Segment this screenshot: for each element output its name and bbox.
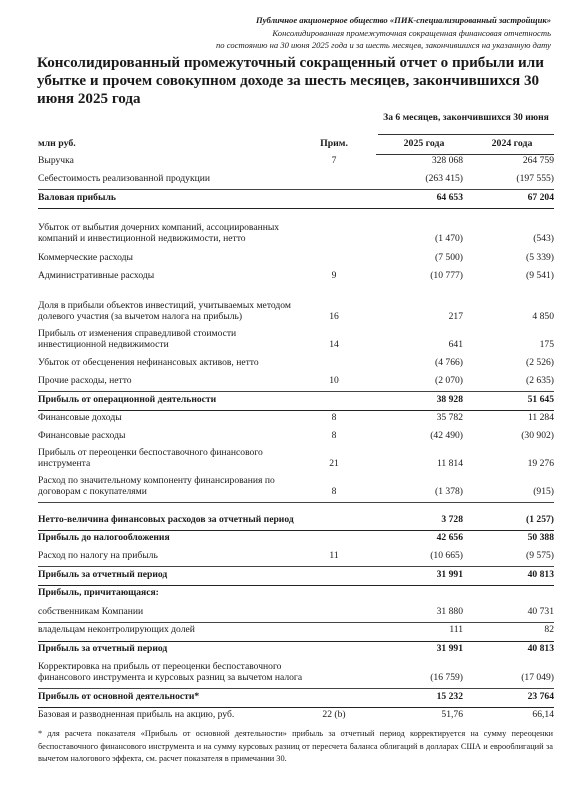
table-row [38,172,554,184]
value-2024: (197 555) [516,172,554,184]
row-divider [38,641,554,642]
table-row [38,154,554,166]
row-divider [38,707,554,708]
row-label: Расход по значительному компоненту финансирования по договорам с покупателями [38,474,275,497]
value-2025: 11 814 [436,457,463,469]
value-2024: 66,14 [532,708,554,720]
row-note: 22 (b) [322,708,346,720]
table-row [38,392,554,405]
table-row [38,445,554,469]
table-row [38,356,554,368]
value-2024: (543) [533,232,554,244]
value-2025: 38 928 [436,393,463,405]
value-2025: 641 [448,338,463,350]
statement-title: Консолидированный промежуточный сокращенный отчет о прибыли или убытке и прочем совокупном доходе за шесть месяцев, закончившихся 30 июня 2025 года [37,55,544,107]
row-label: Административные расходы [38,269,155,281]
row-divider [38,391,554,392]
row-label: Корректировка на прибыль от переоценки беспоставочного финансового инструмента и курсовых разниц за вычетом налога [38,660,303,683]
note-column-header: Прим. [320,138,348,149]
value-2024: 40 731 [527,605,554,617]
report-subtitle: Консолидированная промежуточная сокращенная финансовая отчетность [272,27,551,38]
footnote: * для расчета показателя «Прибыль от основной деятельности» прибыль за отчетный период корректируется на сумму переоценки беспоставочного финансового инструмента и на сумму курсовых разниц от пересчета баланса облигаций в долларах США и еврооблигаций за вычетом налогового эффекта, см. расчет показателя в примечании 30. [38,729,553,763]
row-label: Финансовые расходы [38,429,126,441]
row-label: Нетто-величина финансовых расходов за отчетный период [38,513,294,525]
value-2025: (16 759) [430,671,463,683]
value-2024: 82 [544,623,554,635]
value-2025: 35 782 [436,411,463,423]
row-label: Прибыль от изменения справедливой стоимости инвестиционной недвижимости [38,327,237,350]
row-note: 7 [331,154,337,166]
row-label: Прибыль до налогообложения [38,531,170,543]
value-2024: 11 284 [527,411,554,423]
value-2025: 217 [448,310,463,322]
row-note: 8 [331,485,337,497]
value-2025: (10 665) [430,549,463,561]
year-2025-header: 2025 года [403,138,445,149]
value-2025: (42 490) [430,429,463,441]
table-row [38,586,554,598]
value-2025: 328 068 [431,154,463,166]
value-2024: 264 759 [522,154,554,166]
table-row [38,647,554,683]
value-2025: (10 777) [430,269,463,281]
value-2024: 50 388 [527,531,554,543]
table-row [38,605,554,617]
value-2024: (17 049) [521,671,554,683]
period-header: За 6 месяцев, закончившихся 30 июня [383,112,549,123]
row-label: Выручка [38,154,74,166]
row-label: Прибыль за отчетный период [38,568,168,580]
value-2024: (2 526) [526,356,554,368]
row-label: владельцам неконтролирующих долей [38,623,195,635]
row-note: 9 [331,269,337,281]
value-2024: 67 204 [527,191,554,203]
company-name: Публичное акционерное общество «ПИК-специализированный застройщик» [256,15,551,25]
value-2025: (1 378) [435,485,463,497]
value-2025: 111 [449,623,463,635]
year-2024-header: 2024 года [491,138,533,149]
table-row [38,411,554,423]
value-2025: (4 766) [435,356,463,368]
row-divider [38,585,554,586]
value-2024: (9 575) [526,549,554,561]
value-2025: 3 728 [441,513,463,525]
row-divider [38,502,554,503]
value-2024: 40 813 [527,642,554,654]
value-2025: 31 991 [436,568,463,580]
row-label: Коммерческие расходы [38,251,133,263]
unit-label: млн руб. [38,138,76,149]
row-note: 10 [329,374,339,386]
row-note: 14 [329,338,339,350]
table-row [38,549,554,561]
table-row [38,251,554,263]
table-row [38,269,554,281]
value-2025: (7 500) [435,251,463,263]
table-row [38,208,554,244]
value-2025: 42 656 [436,531,463,543]
table-row [38,708,554,720]
row-note: 16 [329,310,339,322]
row-note: 8 [331,411,337,423]
value-2025: 31 880 [436,605,463,617]
row-divider [38,566,554,567]
value-2025: 64 653 [436,191,463,203]
value-2024: (2 635) [526,374,554,386]
value-2024: (5 339) [526,251,554,263]
value-2025: (2 070) [435,374,463,386]
table-row [38,473,554,497]
value-2024: 175 [539,338,554,350]
row-label: Базовая и разводненная прибыль на акцию, руб. [38,708,235,720]
row-label: Убыток от выбытия дочерних компаний, ассоциированных компаний и инвестиционной недвижимости, нетто [38,221,280,244]
row-divider [38,622,554,623]
row-label: Убыток от обесценения нефинансовых активов, нетто [38,356,259,368]
row-divider [38,410,554,411]
value-2024: 4 850 [532,310,554,322]
value-2024: 19 276 [527,457,554,469]
table-row [38,286,554,322]
row-label: Валовая прибыль [38,191,116,203]
row-label: Себестоимость реализованной продукции [38,172,211,184]
value-2024: (30 902) [521,429,554,441]
table-row [38,326,554,350]
row-label: Прибыль за отчетный период [38,642,168,654]
row-label: Прибыль от основной деятельности* [38,690,200,702]
value-2025: (1 470) [435,232,463,244]
row-note: 21 [329,457,339,469]
table-row [38,530,554,543]
table-row [38,374,554,386]
table-row [38,623,554,635]
table-row [38,190,554,203]
row-label: Прибыль, причитающаяся: [38,586,159,598]
report-period: по состоянию на 30 июня 2025 года и за шесть месяцев, закончившихся на указанную дату [216,40,551,50]
row-label: Финансовые доходы [38,411,122,423]
row-label: Прочие расходы, нетто [38,374,132,386]
value-2024: 51 645 [527,393,554,405]
row-label: собственникам Компании [38,605,144,617]
row-divider [38,530,554,531]
row-note: 8 [331,429,337,441]
row-label: Прибыль от переоценки беспоставочного финансового инструмента [38,446,263,469]
value-2024: (915) [533,485,554,497]
table-row [38,429,554,441]
document-header [216,14,551,52]
row-label: Прибыль от операционной деятельности [38,393,217,405]
value-2024: (1 257) [526,513,554,525]
value-2025: 15 232 [436,690,463,702]
value-2025: (263 415) [425,172,463,184]
row-note: 11 [329,549,339,561]
row-divider [38,208,554,209]
period-header-rule [378,134,554,135]
row-label: Доля в прибыли объектов инвестиций, учитываемых методом долевого участия (за вычетом налога на прибыль) [38,299,291,322]
value-2024: 23 764 [527,690,554,702]
table-row [38,689,554,702]
table-row [38,501,554,525]
row-divider [38,189,554,190]
row-label: Расход по налогу на прибыль [38,549,158,561]
table-row [38,567,554,580]
row-divider [38,688,554,689]
value-2025: 51,76 [441,708,463,720]
value-2024: 40 813 [527,568,554,580]
value-2024: (9 541) [526,269,554,281]
value-2025: 31 991 [436,642,463,654]
column-header-row [38,138,554,155]
